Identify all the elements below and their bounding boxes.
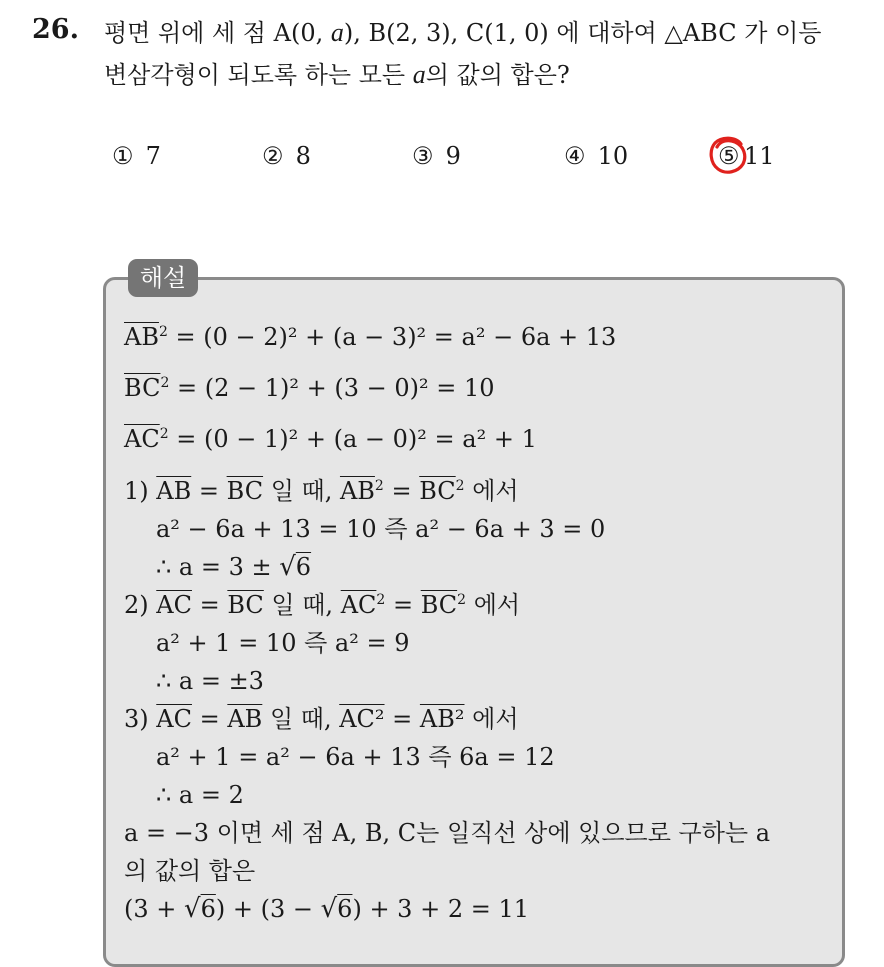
segment-bc: $\overline{BC}$: [227, 591, 264, 619]
choice-value: 11: [744, 142, 775, 170]
choice-4[interactable]: [564, 142, 628, 170]
sqrt-argument: 6: [200, 895, 216, 923]
equals: =: [383, 477, 420, 505]
equals: =: [191, 477, 227, 505]
case-2-condition: [124, 590, 520, 620]
exponent: 2: [158, 324, 168, 340]
segment-bc: $\overline{BC}$: [226, 477, 264, 505]
solution-eq-ab: [124, 322, 616, 352]
exponent: 2: [376, 592, 386, 608]
equals: =: [191, 591, 228, 619]
case-1-condition: [124, 476, 519, 506]
case-connector: 일 때,: [263, 591, 341, 619]
segment-bc: $\overline{BC}$: [420, 591, 458, 619]
choice-marker: ③: [412, 142, 434, 170]
choice-marker: ②: [262, 142, 284, 170]
case-number: 2): [124, 591, 157, 619]
case-number: 3): [124, 705, 157, 733]
equals: =: [385, 591, 421, 619]
segment-ac: $\overline{AC}$: [340, 591, 377, 619]
segment-ab: $\overline{AB}$: [227, 705, 263, 733]
case-3-result: ∴ a = 2: [156, 781, 244, 809]
case-1-equation: a² − 6a + 13 = 10 즉 a² − 6a + 3 = 0: [156, 515, 606, 543]
collinear-note-line2: 의 값의 합은: [124, 857, 256, 885]
sqrt-sign: √: [184, 894, 201, 924]
segment-ab: $\overline{AB}$: [156, 477, 192, 505]
question-line2-b: 의 값의 합은?: [425, 61, 570, 89]
segment-ab-squared: AB²: [419, 705, 465, 733]
solution-label: 해설: [128, 259, 198, 297]
exponent: 2: [160, 375, 170, 391]
case-2-result: ∴ a = ±3: [156, 667, 264, 695]
case-3-equation: a² + 1 = a² − 6a + 13 즉 6a = 12: [156, 743, 555, 771]
choice-2[interactable]: [262, 142, 311, 170]
case-end: 에서: [464, 705, 519, 733]
question-line1-b: ), B(2, 3), C(1, 0) 에 대하여 △ABC 가 이등: [343, 19, 822, 47]
exponent: 2: [159, 426, 169, 442]
equals: =: [384, 705, 420, 733]
eq-bc-rest: = (2 − 1)² + (3 − 0)² = 10: [169, 374, 495, 402]
segment-ac-squared: AC²: [339, 705, 385, 733]
segment-bc: $\overline{BC}$: [124, 374, 161, 402]
choice-value: 7: [145, 142, 161, 170]
segment-ab: $\overline{AB}$: [339, 477, 375, 505]
sqrt-sign: √: [320, 894, 338, 924]
equals: =: [191, 705, 228, 733]
eq-ab-rest: = (0 − 2)² + (a − 3)² = a² − 6a + 13: [167, 323, 617, 351]
answer-choices: [112, 142, 832, 176]
final-part-a: (3 +: [124, 895, 184, 923]
choice-value: 10: [597, 142, 629, 170]
variable-a: a: [412, 60, 426, 89]
final-part-c: ) + 3 + 2 = 11: [352, 895, 529, 923]
choice-value: 8: [295, 142, 311, 170]
segment-ac: $\overline{AC}$: [156, 705, 192, 733]
choice-marker: ④: [564, 142, 586, 170]
final-sum: [124, 894, 529, 924]
case-connector: 일 때,: [262, 705, 340, 733]
case-1-result: [156, 552, 311, 582]
choice-5[interactable]: [718, 142, 775, 170]
case-number: 1): [124, 477, 157, 505]
collinear-note-line1: a = −3 이면 세 점 A, B, C는 일직선 상에 있으므로 구하는 a: [124, 819, 770, 847]
question-text: [104, 12, 874, 96]
question-number: 26.: [32, 14, 79, 45]
choice-3[interactable]: [412, 142, 461, 170]
segment-ac: $\overline{AC}$: [124, 425, 160, 453]
case-connector: 일 때,: [263, 477, 340, 505]
case-end: 에서: [466, 591, 521, 619]
choice-value: 9: [445, 142, 461, 170]
segment-bc: $\overline{BC}$: [419, 477, 456, 505]
question-line1-a: 평면 위에 세 점 A(0,: [104, 19, 331, 47]
final-part-b: ) + (3 −: [215, 895, 321, 923]
variable-a: a: [330, 18, 344, 47]
solution-eq-ac: [124, 424, 537, 454]
sqrt-sign: √: [279, 552, 296, 582]
eq-ac-rest: = (0 − 1)² + (a − 0)² = a² + 1: [168, 425, 537, 453]
choice-marker: ⑤: [718, 142, 740, 170]
case-end: 에서: [464, 477, 519, 505]
exponent: 2: [457, 592, 467, 608]
sqrt-argument: 6: [295, 553, 312, 581]
question-line2-a: 변삼각형이 되도록 하는 모든: [104, 61, 413, 89]
solution-eq-bc: [124, 373, 495, 403]
result-prefix: ∴ a = 3 ±: [156, 553, 280, 581]
exponent: 2: [374, 478, 384, 494]
case-3-condition: [124, 704, 519, 734]
choice-marker: ①: [112, 142, 134, 170]
choice-1[interactable]: [112, 142, 161, 170]
case-2-equation: a² + 1 = 10 즉 a² = 9: [156, 629, 410, 657]
segment-ab: $\overline{AB}$: [124, 323, 159, 351]
exponent: 2: [455, 478, 465, 494]
sqrt-argument: 6: [337, 895, 353, 923]
segment-ac: $\overline{AC}$: [156, 591, 192, 619]
